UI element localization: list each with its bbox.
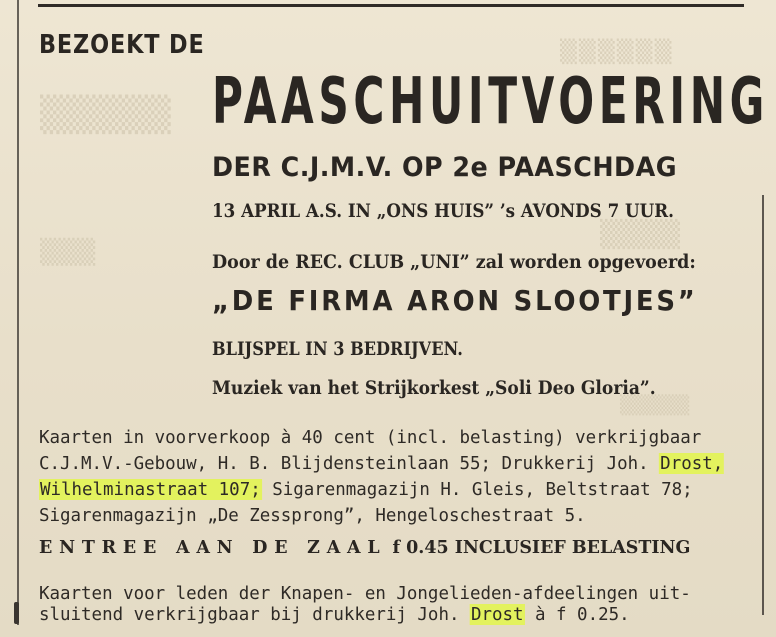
members-line-2 (39, 604, 630, 625)
right-column-rule (762, 195, 764, 615)
entree-label: ENTREE AAN DE ZAAL (39, 537, 387, 558)
bleed-through-texture: ▒▒▒▒▒ (620, 395, 690, 416)
ad-title: PAASCHUITVOERING (212, 65, 769, 139)
highlighted-term: Drost, (660, 453, 724, 474)
tickets-line-1: Kaarten in voorverkoop à 40 cent (incl. belasting) verkrijgbaar (39, 427, 702, 448)
event-date-line: 13 APRIL A.S. IN „ONS HUIS” ’s AVONDS 7 UUR. (212, 200, 674, 222)
entree-line (39, 537, 690, 558)
performer-line: Door de REC. CLUB „UNI” zal worden opgevoerd: (212, 251, 696, 273)
left-column-rule (17, 0, 19, 625)
tickets-line-3 (39, 479, 693, 500)
tickets-line-3-text: Sigarenmagazijn H. Gleis, Beltstraat 78; (261, 479, 693, 500)
members-line-2-text: sluitend verkrijgbaar bij drukkerij Joh. (39, 604, 470, 625)
bleed-through-texture: ▒▒▒ (40, 238, 96, 266)
ad-subtitle: DER C.J.M.V. OP 2e PAASCHDAG (212, 152, 678, 183)
ad-kicker: BEZOEKT DE (39, 30, 205, 60)
top-border-rule (38, 4, 744, 7)
highlighted-term: Wilhelminastraat 107; (39, 479, 261, 500)
highlighted-term: Drost (470, 604, 524, 625)
left-rule-mark (14, 602, 19, 624)
members-price: à f 0.25. (524, 604, 630, 625)
members-line-1: Kaarten voor leden der Knapen- en Jongelieden-afdeelingen uit- (39, 583, 691, 604)
play-genre: BLIJSPEL IN 3 BEDRIJVEN. (212, 338, 463, 360)
entree-price: f 0.45 INCLUSIEF BELASTING (386, 537, 691, 558)
tickets-line-2 (39, 453, 724, 474)
tickets-line-2-text: C.J.M.V.-Gebouw, H. B. Blijdensteinlaan 55; Drukkerij Joh. (39, 453, 660, 474)
bleed-through-texture: ▒▒▒▒ (600, 220, 680, 250)
bleed-through-texture: ▒▒▒▒▒ (40, 95, 171, 135)
tickets-line-4: Sigarenmagazijn „De Zessprong”, Hengeloschestraat 5. (39, 505, 586, 526)
bleed-through-texture: ▒▒▒▒▒▒ (560, 40, 674, 65)
music-line: Muziek van het Strijkorkest „Soli Deo Gloria”. (212, 377, 656, 399)
play-title: „DE FIRMA ARON SLOOTJES” (212, 284, 698, 317)
